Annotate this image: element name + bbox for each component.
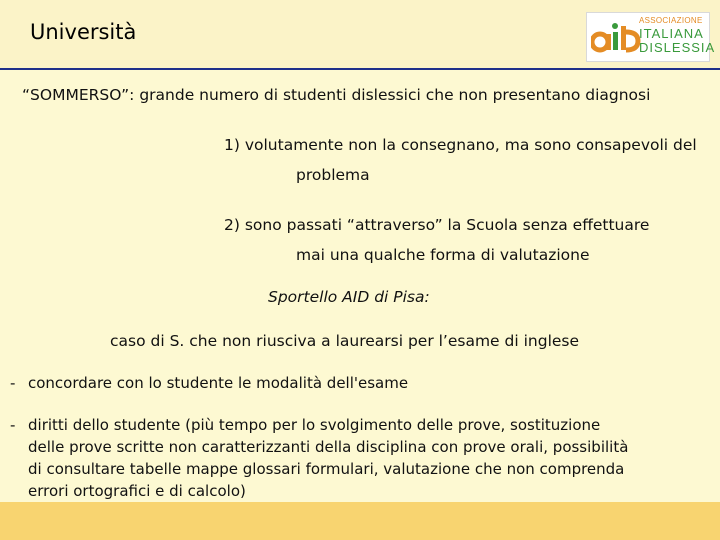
case-text: caso di S. che non riusciva a laurearsi per l’esame di inglese xyxy=(110,332,580,350)
bullet-dash: - xyxy=(10,374,16,392)
point-1-line-1: 1) volutamente non la consegnano, ma sono consapevoli del xyxy=(224,136,697,154)
logo-line-dislessia: DISLESSIA xyxy=(639,40,716,55)
bullet-line: concordare con lo studente le modalità dell'esame xyxy=(28,374,409,392)
logo-line-italiana: ITALIANA xyxy=(639,26,704,41)
bullet-line: di consultare tabelle mappe glossari formulari, valutazione che non comprenda xyxy=(28,460,625,478)
bullet-line: delle prove scritte non caratterizzanti della disciplina con prove orali, possibilità xyxy=(28,438,629,456)
point-1-line-2: problema xyxy=(296,166,370,184)
bullet-dash: - xyxy=(10,416,16,434)
slide-title: Università xyxy=(30,20,137,44)
aid-logo-mark-icon xyxy=(591,16,641,58)
point-2-line-1: 2) sono passati “attraverso” la Scuola senza effettuare xyxy=(224,216,650,234)
bullet-line: errori ortografici e di calcolo) xyxy=(28,482,246,500)
sportello-heading: Sportello AID di Pisa: xyxy=(268,288,430,306)
slide-body xyxy=(0,70,720,502)
logo-line-associazione: ASSOCIAZIONE xyxy=(639,16,703,25)
bullet-line: diritti dello studente (più tempo per lo svolgimento delle prove, sostituzione xyxy=(28,416,601,434)
intro-text: “SOMMERSO”: grande numero di studenti dislessici che non presentano diagnosi xyxy=(22,86,651,104)
slide-footer-band xyxy=(0,502,720,540)
point-2-line-2: mai una qualche forma di valutazione xyxy=(296,246,590,264)
aid-logo xyxy=(586,12,716,62)
